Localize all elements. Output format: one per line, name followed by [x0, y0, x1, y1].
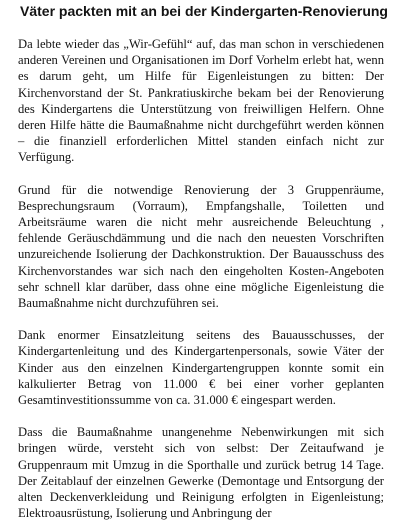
paragraph-3: Dank enormer Einsatzleitung seitens des Bauausschusses, der Kindergartenleitung und des Kindergartenpersonals, sowie Väter der Kinder aus den einzelnen Kindergartengruppen konnte somit ein kalkulierter Betrag von 11.000 € bei einer vorher geplanten Gesamtinvestitionssumme von ca. 31.000 € eingespart werden.	[18, 328, 384, 408]
paragraph-2: Grund für die notwendige Renovierung der 3 Gruppenräume, Besprechungsraum (Vorraum), Empfangshalle, Toiletten und Arbeitsräume waren die nicht mehr ausreichende Beleuchtung , fehlende Geräuschdämmung und die nach den neuesten Vorschriften unzureichende Isolierung der Dachkonstruktion. Der Bauausschuss des Kirchenvorstandes war sich nach den eingeholten Kosten-Angeboten sehr schnell klar darüber, dass ohne eine mögliche Eigenleistung die Baumaßnahme nicht durchzuführen sei.	[18, 182, 384, 311]
article-title: Väter packten mit an bei der Kindergarten-Renovierung	[20, 3, 388, 19]
paragraph-4: Dass die Baumaßnahme unangenehme Nebenwirkungen mit sich bringen würde, versteht sich von selbst: Der Zeitaufwand je Gruppenraum mit Umzug in die Sporthalle und zurück betrug 14 Tage. Der Zeitablauf der einzelnen Gewerke (Demontage und Entsorgung der alten Deckenverkleidung und Reinigung erfolgten in Eigenleistung; Elektroausrüstung, Isolierung und Anbringung der	[18, 425, 384, 521]
paragraph-1: Da lebte wieder das „Wir-Gefühl“ auf, das man schon in verschiedenen anderen Vereinen und Organisationen im Dorf Vorhelm erlebt hat, wenn es darum geht, um Hilfe für Eigenleistungen zu bitten: Der Kirchenvorstand der St. Pankratiuskirche bekam bei der Renovierung des Kindergartens die Unterstützung von freiwilligen Helfern. Ohne deren Hilfe hätte die Baumaßnahme nicht durchgeführt werden können – die finanziell erforderlichen Mittel standen einfach nicht zur Verfügung.	[18, 37, 384, 165]
